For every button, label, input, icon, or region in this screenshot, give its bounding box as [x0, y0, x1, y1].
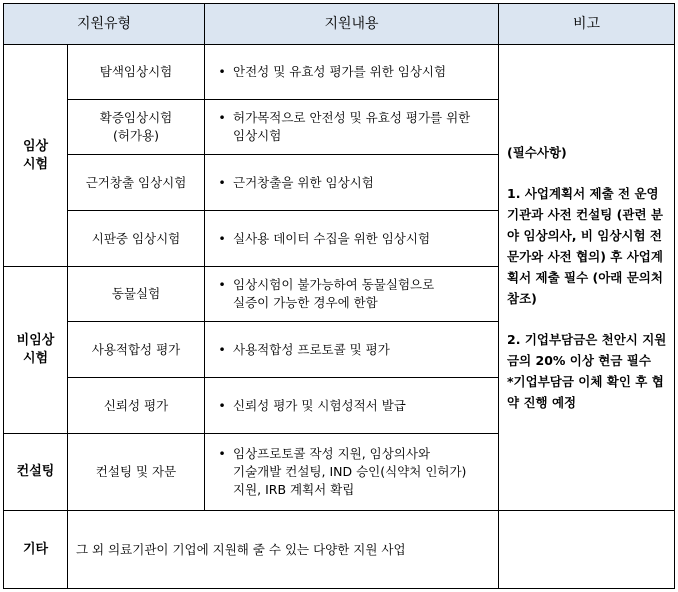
bullet: •: [218, 64, 226, 79]
other-content: 그 외 의료기관이 기업에 지원해 줄 수 있는 다양한 지원 사업: [68, 511, 499, 589]
bullet: •: [218, 277, 226, 292]
note-cell: [499, 45, 675, 511]
content-text: 사용적합성 프로토콜 및 평가: [233, 341, 390, 357]
type-cell: 확증임상시험 (허가용): [68, 100, 205, 155]
group-nonclinical: 비임상 시험: [4, 267, 68, 434]
header-note: 비고: [499, 4, 675, 45]
type-cell: 컨설팅 및 자문: [68, 434, 205, 511]
group-clinical: 임상 시험: [4, 45, 68, 267]
bullet: •: [218, 110, 226, 125]
bullet: •: [218, 174, 226, 190]
content-cell: [205, 378, 499, 434]
content-cell: [205, 100, 499, 155]
content-text: 임상프로토콜 작성 지원, 임상의사와 기술개발 컨설팅, IND 승인(식약처 인허가) 지원, IRB 계획서 확립: [233, 446, 467, 497]
content-cell: [205, 434, 499, 511]
content-cell: [205, 267, 499, 322]
note-item-2: 2. 기업부담금은 천안시 지원금의 20% 이상 현금 필수: [507, 332, 667, 368]
content-text: 임상시험이 불가능하여 동물실험으로 실증이 가능한 경우에 한함: [233, 277, 435, 310]
type-cell: 사용적합성 평가: [68, 322, 205, 378]
content-text: 실사용 데이터 수집을 위한 임상시험: [233, 230, 431, 246]
support-table: [3, 3, 675, 589]
bullet: •: [218, 341, 226, 357]
type-cell: 근거창출 임상시험: [68, 155, 205, 211]
type-cell: 탐색임상시험: [68, 45, 205, 100]
content-cell: [205, 45, 499, 100]
table-row: [4, 45, 675, 100]
type-cell: 신뢰성 평가: [68, 378, 205, 434]
header-row: [4, 4, 675, 45]
content-cell: [205, 322, 499, 378]
empty-note-cell: [499, 511, 675, 589]
content-cell: [205, 211, 499, 267]
content-text: 허가목적으로 안전성 및 유효성 평가를 위한 임상시험: [233, 110, 471, 143]
note-item-3: *기업부담금 이체 확인 후 협약 진행 예정: [507, 374, 664, 410]
table-row: [4, 511, 675, 589]
type-cell: 시판중 임상시험: [68, 211, 205, 267]
type-cell: 동물실험: [68, 267, 205, 322]
bullet: •: [218, 230, 226, 246]
group-other: 기타: [4, 511, 68, 589]
bullet: •: [218, 397, 226, 413]
content-cell: [205, 155, 499, 211]
content-text: 신뢰성 평가 및 시험성적서 발급: [233, 397, 406, 413]
note-item-1: 1. 사업계획서 제출 전 운영기관과 사전 컨설팅 (관련 분야 임상의사, 비 임상시험 전문가와 사전 협의) 후 사업계획서 제출 필수 (아래 문의처 참조): [507, 186, 663, 306]
header-content: 지원내용: [205, 4, 499, 45]
content-text: 근거창출을 위한 임상시험: [233, 174, 374, 190]
note-heading: (필수사항): [507, 145, 567, 160]
header-type: 지원유형: [4, 4, 205, 45]
bullet: •: [218, 446, 226, 461]
group-consulting: 컨설팅: [4, 434, 68, 511]
content-text: 안전성 및 유효성 평가를 위한 임상시험: [233, 64, 447, 79]
